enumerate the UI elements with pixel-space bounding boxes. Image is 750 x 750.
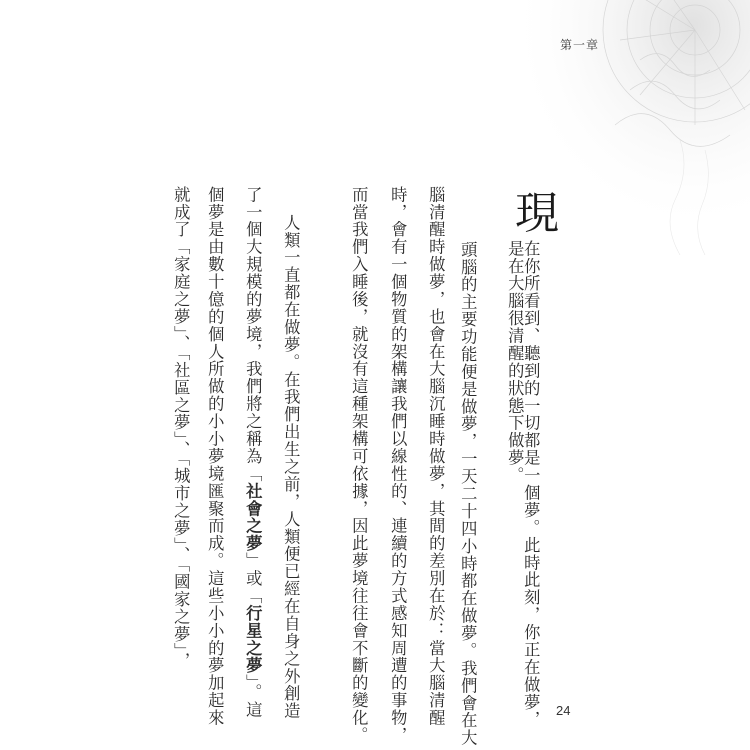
para2-text-b: 」或「 [243,552,263,605]
para2-column-1: 人類一直都在做夢。在我們出生之前，人類便已經在自身之外創造 [281,214,301,720]
planet-dream-term: 行星之夢 [243,604,263,675]
para1-column-4: 而當我們入睡後，就沒有這種架構可依據，因此夢境往往會不斷的變化。 [349,186,369,745]
intro-column-1: 在你所看到、聽到的一切都是一個夢。此時此刻，你正在做夢， [521,240,541,729]
drop-cap: 現 [515,188,559,239]
para2-column-3: 個夢是由數十億的個人所做的小小夢境匯聚而成。這些小小的夢加起來 [205,186,225,727]
para2-column-2 [243,186,263,719]
intro-column-2: 是在大腦很清醒的狀態下做夢。 [505,240,525,485]
para1-column-3: 時，會有一個物質的架構讓我們以線性的、連續的方式感知周遭的事物， [388,186,408,745]
chapter-heading: 第一章 [560,38,600,52]
para2-column-4: 就成了「家庭之夢」、「社區之夢」、「城市之夢」、「國家之夢」， [171,186,191,670]
para2-text-a: 了一個大規模的夢境，我們將之稱為「 [243,186,263,483]
society-dream-term: 社會之夢 [243,482,263,553]
para1-column-2: 腦清醒時做夢，也會在大腦沉睡時做夢，其間的差別在於：當大腦清醒 [426,186,446,727]
para1-column-1: 頭腦的主要功能便是做夢，一天二十四小時都在做夢。我們會在大 [458,241,478,747]
para2-text-c: 」。這 [243,674,263,719]
page-number: 24 [556,703,571,718]
